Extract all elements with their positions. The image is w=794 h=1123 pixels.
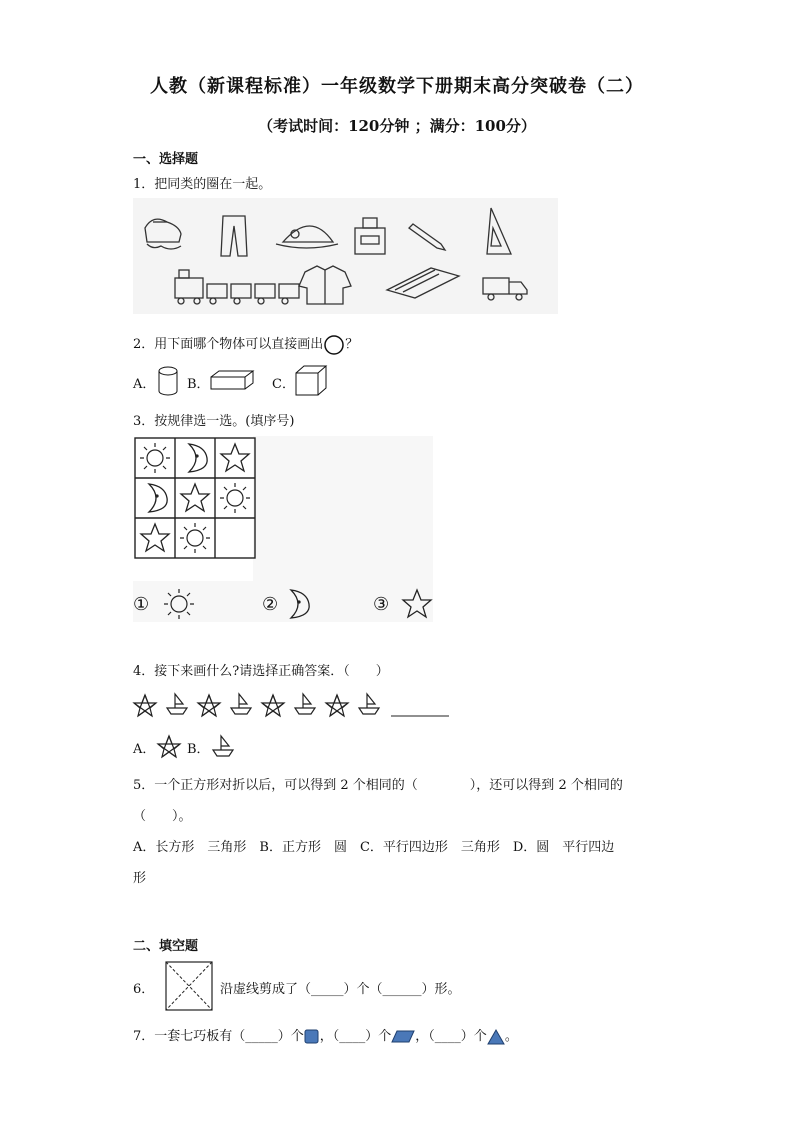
question-2-text xyxy=(133,333,358,355)
choice-3-label: ③ xyxy=(373,594,390,615)
parallelogram-piece-icon xyxy=(391,1030,415,1044)
star-icon xyxy=(198,695,220,716)
section-fill-heading: 二、填空题 xyxy=(133,939,199,954)
question-2-option-b-label: B． xyxy=(187,377,210,392)
sun-icon xyxy=(220,483,250,513)
question-3-text: 3．按规律选一选。(填序号) xyxy=(133,414,295,429)
question-5-text-cont: （ ）。 xyxy=(133,809,192,824)
question-6-text: 沿虚线剪成了（_____）个（______）形。 xyxy=(220,982,461,997)
moon-icon xyxy=(189,444,207,472)
question-5-text: 5．一个正方形对折以后，可以得到 2 个相同的（ ），还可以得到 2 个相同的 xyxy=(133,778,623,793)
section-choice-heading: 一、选择题 xyxy=(133,152,199,167)
boat-icon xyxy=(231,694,251,714)
question-7-part-3: ，（____）个 xyxy=(415,1029,487,1044)
question-7-part-4: 。 xyxy=(504,1029,518,1044)
question-6-number: 6． xyxy=(133,982,155,997)
star-icon xyxy=(262,695,284,716)
moon-icon xyxy=(149,484,167,512)
question-2-end: ？ xyxy=(345,337,359,352)
boat-icon xyxy=(359,694,379,714)
cube-icon xyxy=(295,365,329,397)
boat-icon xyxy=(167,694,187,714)
question-5-options-cont: 形 xyxy=(133,871,147,886)
star-option-icon xyxy=(156,733,182,759)
star-icon xyxy=(134,695,156,716)
star-icon xyxy=(181,484,209,511)
question-2-option-a-label: A． xyxy=(133,377,156,392)
exam-info: （考试时间：120分钟 ；满分：100分） xyxy=(258,117,536,135)
question-4-option-a-label: A． xyxy=(133,742,156,757)
question-7-text xyxy=(133,1025,518,1045)
boat-option-icon xyxy=(210,733,236,759)
star-boat-sequence xyxy=(133,692,453,722)
triangle-piece-icon xyxy=(487,1029,505,1045)
cylinder-icon xyxy=(156,366,180,396)
question-4-text: 4．接下来画什么?请选择正确答案．（ ） xyxy=(133,664,389,679)
question-2-stem: 2．用下面哪个物体可以直接画出 xyxy=(133,337,324,352)
question-4-option-b-label: B． xyxy=(187,742,210,757)
question-7-part-1: 7．一套七巧板有（_____）个 xyxy=(133,1029,304,1044)
question-2-option-c-label: C． xyxy=(272,377,295,392)
sun-icon xyxy=(180,523,210,553)
boat-icon xyxy=(295,694,315,714)
page-title: 人教（新课程标准）一年级数学下册期末高分突破卷（二） xyxy=(150,76,644,97)
circle-shape-icon xyxy=(323,335,345,355)
question-5-options: A．长方形 三角形 B．正方形 圆 C．平行四边形 三角形 D．圆 平行四边 xyxy=(133,840,615,855)
star-icon xyxy=(221,444,249,471)
star-icon xyxy=(141,524,169,551)
question-7-part-2: ，（____）个 xyxy=(319,1029,392,1044)
cuboid-icon xyxy=(210,369,256,391)
question-1-text: 1．把同类的圈在一起。 xyxy=(133,177,272,192)
square-piece-icon xyxy=(304,1029,320,1045)
choice-1-label: ① xyxy=(133,594,150,615)
star-icon xyxy=(326,695,348,716)
question-1-picture xyxy=(133,198,558,314)
sun-icon xyxy=(140,443,170,473)
square-with-diagonals-figure xyxy=(165,961,213,1011)
choice-2-label: ② xyxy=(262,594,279,615)
